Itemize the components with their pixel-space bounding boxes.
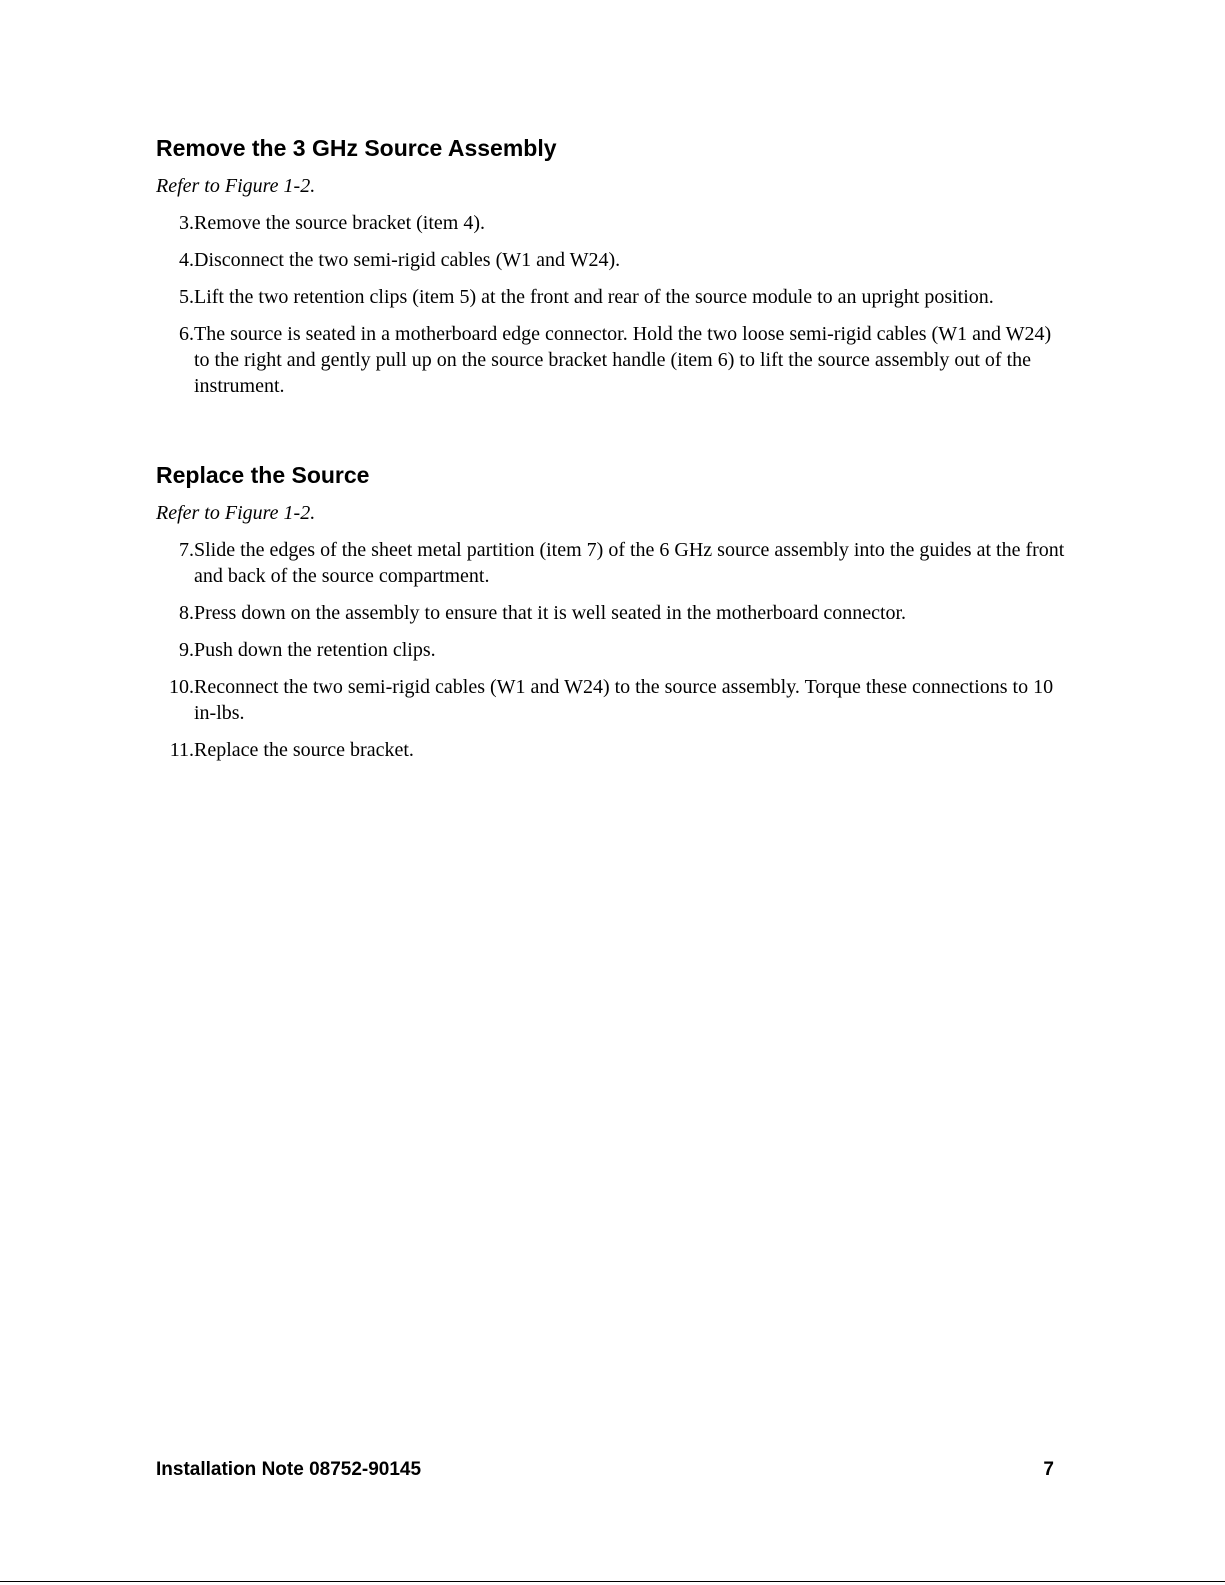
step-item: [156, 600, 1066, 626]
step-number: 10.: [169, 676, 194, 698]
step-number: 8.: [179, 602, 194, 624]
step-item: [156, 637, 1066, 663]
step-item: [156, 210, 1066, 236]
bottom-divider: [0, 1581, 1225, 1582]
section-heading: Remove the 3 GHz Source Assembly: [156, 135, 557, 161]
figure-reference: Refer to Figure 1-2.: [156, 502, 316, 524]
step-number: 7.: [179, 539, 194, 561]
step-number: 11.: [169, 739, 194, 761]
step-item: [156, 737, 1066, 763]
step-list: [156, 210, 1066, 399]
step-item: [156, 674, 1066, 726]
figure-reference: Refer to Figure 1-2.: [156, 175, 316, 197]
step-number: 6.: [179, 323, 194, 345]
step-text: Reconnect the two semi-rigid cables (W1 and W24) to the source assembly. Torque these connections to 10 in-lbs.: [194, 676, 1054, 724]
step-text: The source is seated in a motherboard edge connector. Hold the two loose semi-rigid cables (W1 and W24) to the right and gently pull up on the source bracket handle (item 6) to lift the source assembly out of the instrument.: [194, 323, 1052, 397]
step-number: 9.: [179, 639, 194, 661]
step-text: Remove the source bracket (item 4).: [194, 212, 485, 234]
step-text: Replace the source bracket.: [194, 739, 414, 761]
page-footer: [156, 1458, 1054, 1482]
step-number: 5.: [179, 286, 194, 308]
step-text: Slide the edges of the sheet metal partition (item 7) of the 6 GHz source assembly into the guides at the front and back of the source compartment.: [194, 539, 1065, 587]
section-replace-source: [156, 461, 1066, 763]
footer-page-number: 7: [1043, 1459, 1054, 1480]
footer-document-title: Installation Note 08752-90145: [156, 1459, 422, 1480]
step-number: 4.: [179, 249, 194, 271]
step-item: [156, 247, 1066, 273]
step-item: [156, 321, 1066, 399]
step-text: Disconnect the two semi-rigid cables (W1 and W24).: [194, 249, 621, 271]
section-heading: Replace the Source: [156, 462, 370, 488]
step-text: Press down on the assembly to ensure that it is well seated in the motherboard connector.: [194, 602, 907, 624]
section-remove-source: [156, 134, 1066, 399]
step-item: [156, 284, 1066, 310]
step-text: Push down the retention clips.: [194, 639, 436, 661]
step-item: [156, 537, 1066, 589]
step-number: 3.: [179, 212, 194, 234]
step-text: Lift the two retention clips (item 5) at the front and rear of the source module to an upright position.: [194, 286, 994, 308]
step-list: [156, 537, 1066, 763]
